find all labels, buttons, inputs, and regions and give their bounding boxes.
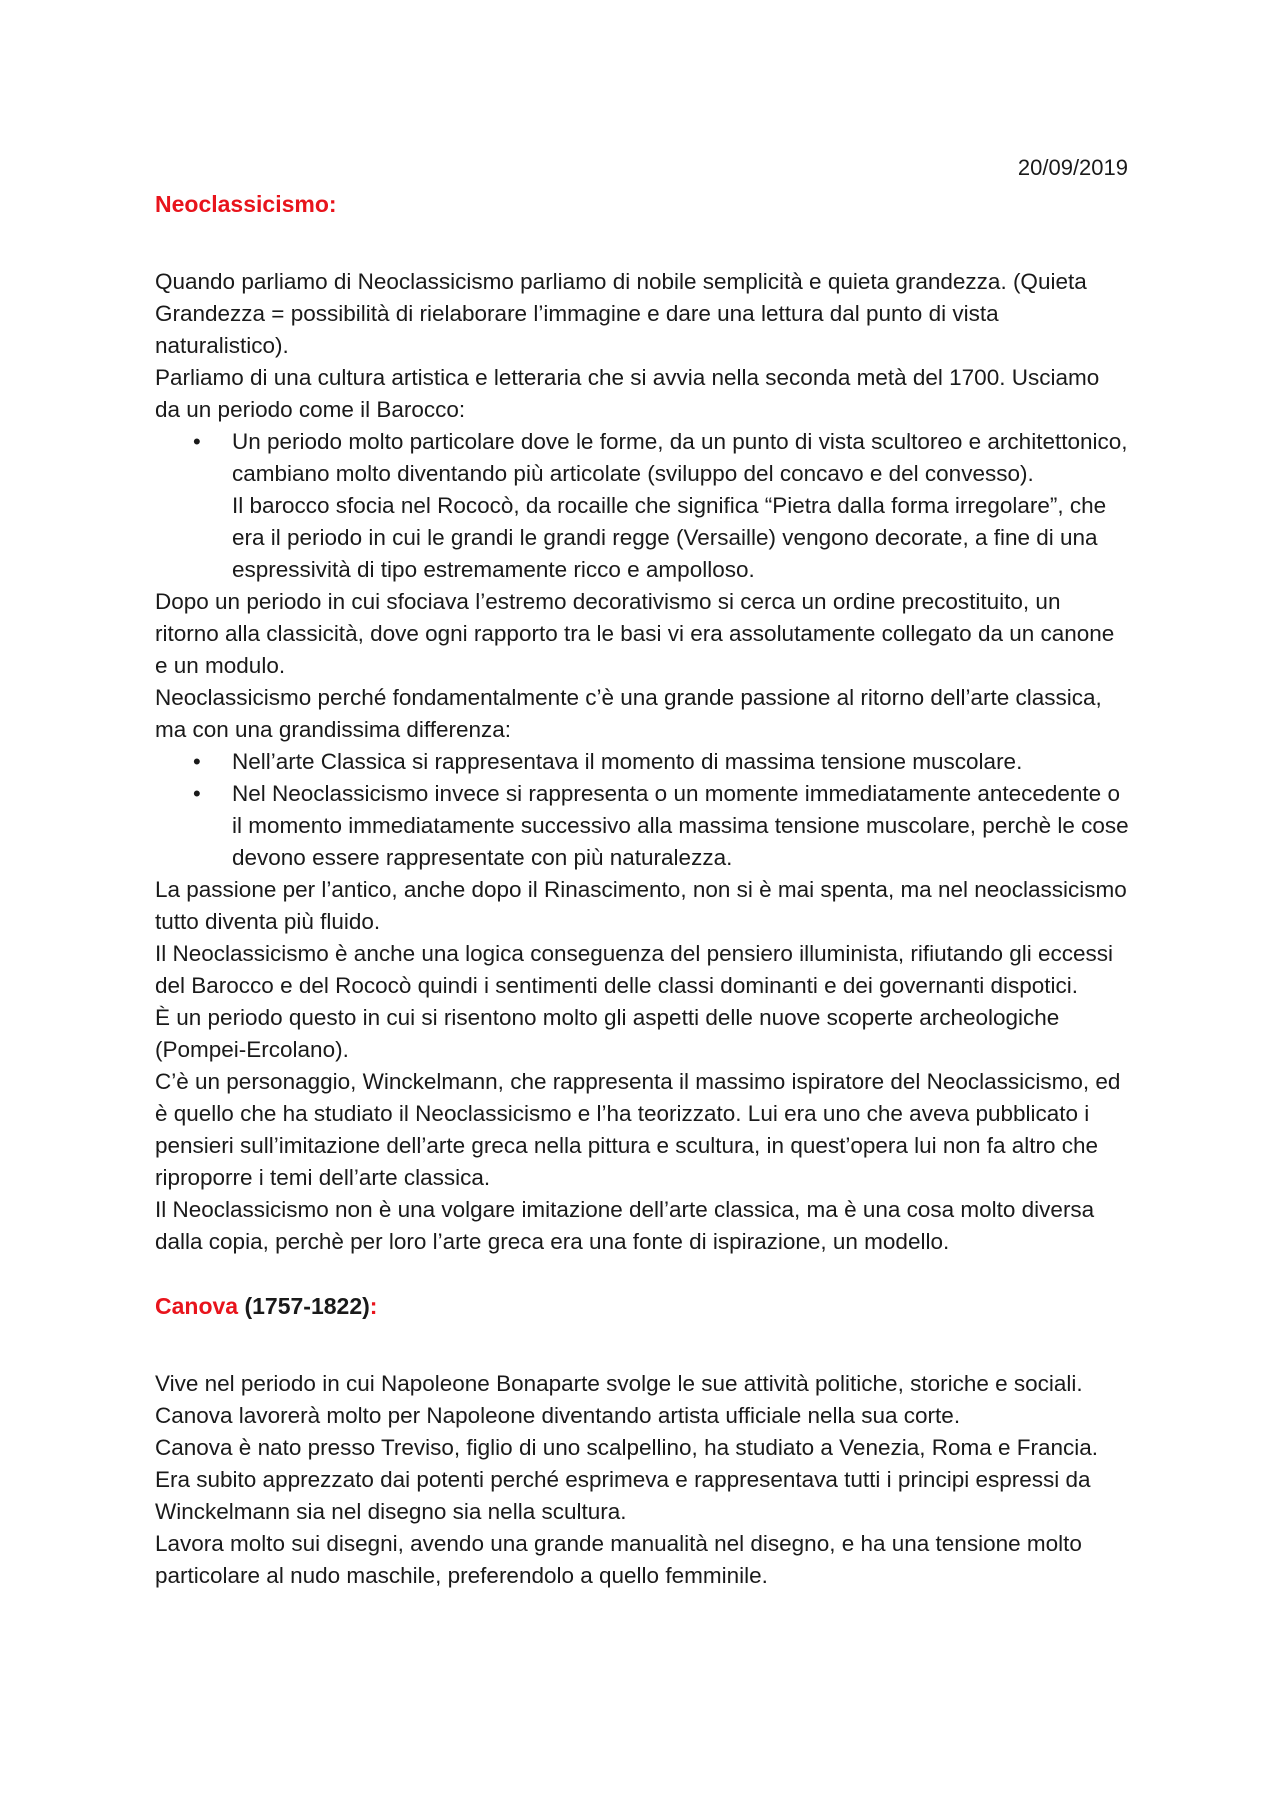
spacer [155,1322,1130,1368]
paragraph: Era subito apprezzato dai potenti perché esprimeva e rappresentava tutti i principi espressi da Winckelmann sia nel disegno sia nella scultura. [155,1467,1091,1524]
paragraph: La passione per l’antico, anche dopo il Rinascimento, non si è mai spenta, ma nel neoclassicismo tutto diventa più fluido. [155,877,1127,934]
heading-canova-name: Canova [155,1293,239,1319]
document-body [155,188,1130,1592]
list-item: • Un periodo molto particolare dove le forme, da un punto di vista scultoreo e architettonico, cambiano molto diventando più articolate (sviluppo del concavo e del convesso). [155,426,1130,490]
paragraph: Il Neoclassicismo non è una volgare imitazione dell’arte classica, ma è una cosa molto diversa dalla copia, perchè per loro l’arte greca era una fonte di ispirazione, un modello. [155,1197,1095,1254]
paragraph: C’è un personaggio, Winckelmann, che rappresenta il massimo ispiratore del Neoclassicismo, ed è quello che ha studiato il Neoclassicismo e l’ha teorizzato. Lui era uno che aveva pubblicato i pensieri sull’imitazione dell’arte greca nella pittura e scultura, in quest’opera lui non fa altro che riproporre i temi dell’arte classica. [155,1069,1121,1190]
paragraph: Canova lavorerà molto per Napoleone diventando artista ufficiale nella sua corte. [155,1403,961,1428]
heading-neoclassicismo: Neoclassicismo: [155,191,337,217]
document-date: 20/09/2019 [1017,155,1128,180]
bullet-list [155,746,1130,874]
paragraph: Canova è nato presso Treviso, figlio di uno scalpellino, ha studiato a Venezia, Roma e Francia. [155,1435,1099,1460]
list-item: • Nell’arte Classica si rappresentava il momento di massima tensione muscolare. [155,746,1130,778]
list-item-continuation: Il barocco sfocia nel Rococò, da rocaille che significa “Pietra dalla forma irregolare”, che era il periodo in cui le grandi le grandi regge (Versaille) vengono decorate, a fine di una espressività di tipo estremamente ricco e ampolloso. [232,493,1107,582]
spacer [155,1258,1130,1290]
heading-canova-colon: : [369,1293,378,1319]
list-item: • Nel Neoclassicismo invece si rappresenta o un momente immediatamente antecedente o il momento immediatamente successivo alla massima tensione muscolare, perchè le cose devono essere rappresentate con più naturalezza. [155,778,1130,874]
paragraph: È un periodo questo in cui si risentono molto gli aspetti delle nuove scoperte archeologiche (Pompei-Ercolano). [155,1005,1060,1062]
heading-canova [155,1290,1130,1322]
paragraph: Neoclassicismo perché fondamentalmente c’è una grande passione al ritorno dell’arte classica, ma con una grandissima differenza: [155,685,1102,742]
spacer [155,220,1130,266]
paragraph: Dopo un periodo in cui sfociava l’estremo decorativismo si cerca un ordine precostituito, un ritorno alla classicità, dove ogni rapporto tra le basi vi era assolutamente collegato da un canone e un modulo. [155,589,1115,678]
paragraph: Lavora molto sui disegni, avendo una grande manualità nel disegno, e ha una tensione molto particolare al nudo maschile, preferendolo a quello femminile. [155,1531,1082,1588]
heading-canova-dates: (1757-1822) [238,1293,370,1319]
paragraph: Il Neoclassicismo è anche una logica conseguenza del pensiero illuminista, rifiutando gli eccessi del Barocco e del Rococò quindi i sentimenti delle classi dominanti e dei governanti dispotici. [155,941,1114,998]
paragraph: Quando parliamo di Neoclassicismo parliamo di nobile semplicità e quieta grandezza. (Quieta Grandezza = possibilità di rielaborare l’immagine e dare una lettura dal punto di vista naturalistico). [155,269,1087,358]
paragraph: Parliamo di una cultura artistica e letteraria che si avvia nella seconda metà del 1700. Usciamo da un periodo come il Barocco: [155,365,1100,422]
bullet-list [155,426,1130,490]
paragraph: Vive nel periodo in cui Napoleone Bonaparte svolge le sue attività politiche, storiche e sociali. [155,1371,1083,1396]
